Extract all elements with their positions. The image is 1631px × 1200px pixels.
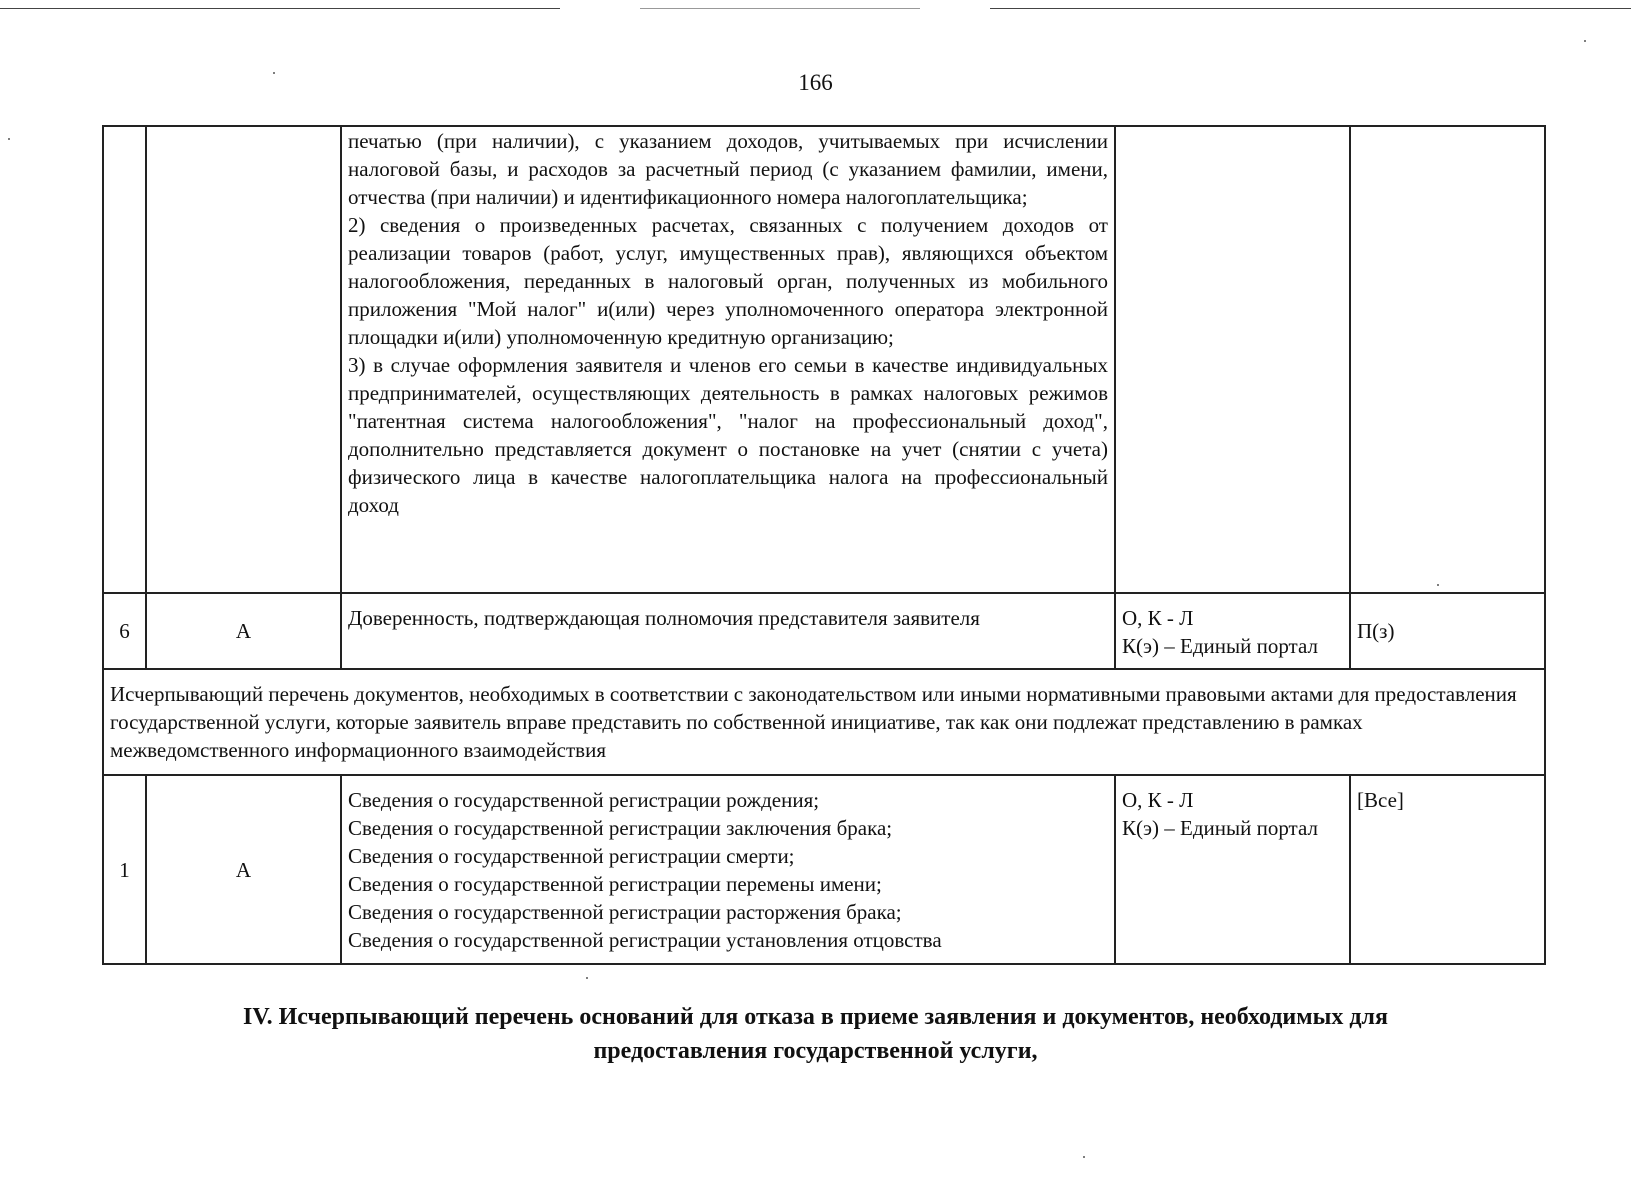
section-heading-line-1: IV. Исчерпывающий перечень оснований для отказа в приеме заявления и документов, необходимых для	[243, 1004, 1388, 1030]
list-item: Сведения о государственной регистрации смерти;	[348, 844, 795, 868]
list-item: Сведения о государственной регистрации заключения брака;	[348, 816, 893, 840]
section-row-text: Исчерпывающий перечень документов, необходимых в соответствии с законодательством или иными нормативными правовыми актами для предоставления государственной услуги, которые заявитель вправе представить по собственной инициативе, так как они подлежат представлению в рамках межведомственного информационного взаимодействия	[103, 669, 1545, 775]
row-6-format	[1115, 593, 1350, 669]
list-item: Сведения о государственной регистрации установления отцовства	[348, 928, 942, 952]
row-6-code: П(з)	[1350, 593, 1545, 669]
row-1-format	[1115, 775, 1350, 964]
section-heading	[0, 1000, 1631, 1068]
table-row-continuation	[103, 126, 1545, 593]
cell-format-empty	[1115, 126, 1350, 593]
scan-speck	[586, 977, 588, 979]
cell-letter-empty	[146, 126, 341, 593]
documents-table	[102, 125, 1546, 965]
top-scan-line-mid	[640, 8, 920, 9]
scan-speck	[273, 72, 275, 74]
list-item: Сведения о государственной регистрации перемены имени;	[348, 872, 882, 896]
list-item: Сведения о государственной регистрации рождения;	[348, 788, 820, 812]
row-1-letter: А	[146, 775, 341, 964]
paragraph-2: 2) сведения о произведенных расчетах, связанных с получением доходов от реализации товаров (работ, услуг, имущественных прав), являющихся объектом налогообложения, переданных в налоговый орган, полученных из мобильного приложения "Мой налог" и(или) через уполномоченного оператора электронной площадки и(или) уполномоченную кредитную организацию;	[348, 213, 1108, 349]
scan-speck	[1083, 1156, 1085, 1158]
paragraph-3: 3) в случае оформления заявителя и членов его семьи в качестве индивидуальных предпринимателей, осуществляющих деятельность в рамках налоговых режимов "патентная система налогообложения", "налог на профессиональный доход", дополнительно представляется документ о постановке на учет (снятии с учета) физического лица в качестве налогоплательщика налога на профессиональный доход	[348, 353, 1108, 517]
scan-speck	[1584, 40, 1586, 42]
top-scan-line-left	[0, 8, 560, 9]
scan-speck	[8, 138, 10, 140]
paragraph-1: печатью (при наличии), с указанием доходов, учитываемых при исчислении налоговой базы, и расходов за расчетный период (с указанием фамилии, имени, отчества (при наличии) и идентификационного номера налогоплательщика;	[348, 129, 1108, 209]
row-1-number: 1	[103, 775, 146, 964]
row-1-code: [Все]	[1350, 775, 1545, 964]
list-item: Сведения о государственной регистрации расторжения брака;	[348, 900, 902, 924]
format-line-2: К(э) – Единый портал	[1122, 816, 1318, 840]
format-line-1: О, К - Л	[1122, 788, 1194, 812]
table-row-6	[103, 593, 1545, 669]
format-line-2: К(э) – Единый портал	[1122, 634, 1318, 658]
cell-code-empty	[1350, 126, 1545, 593]
section-heading-line-2: предоставления государственной услуги,	[593, 1038, 1038, 1064]
row-6-letter: А	[146, 593, 341, 669]
cell-description-continuation	[341, 126, 1115, 593]
row-1-description	[341, 775, 1115, 964]
cell-num-empty	[103, 126, 146, 593]
format-line-1: О, К - Л	[1122, 606, 1194, 630]
row-6-description: Доверенность, подтверждающая полномочия представителя заявителя	[341, 593, 1115, 669]
table-section-row	[103, 669, 1545, 775]
table-row-1	[103, 775, 1545, 964]
top-scan-line-right	[990, 8, 1631, 9]
scan-speck	[1437, 584, 1439, 586]
page-number: 166	[798, 70, 833, 95]
row-6-number: 6	[103, 593, 146, 669]
